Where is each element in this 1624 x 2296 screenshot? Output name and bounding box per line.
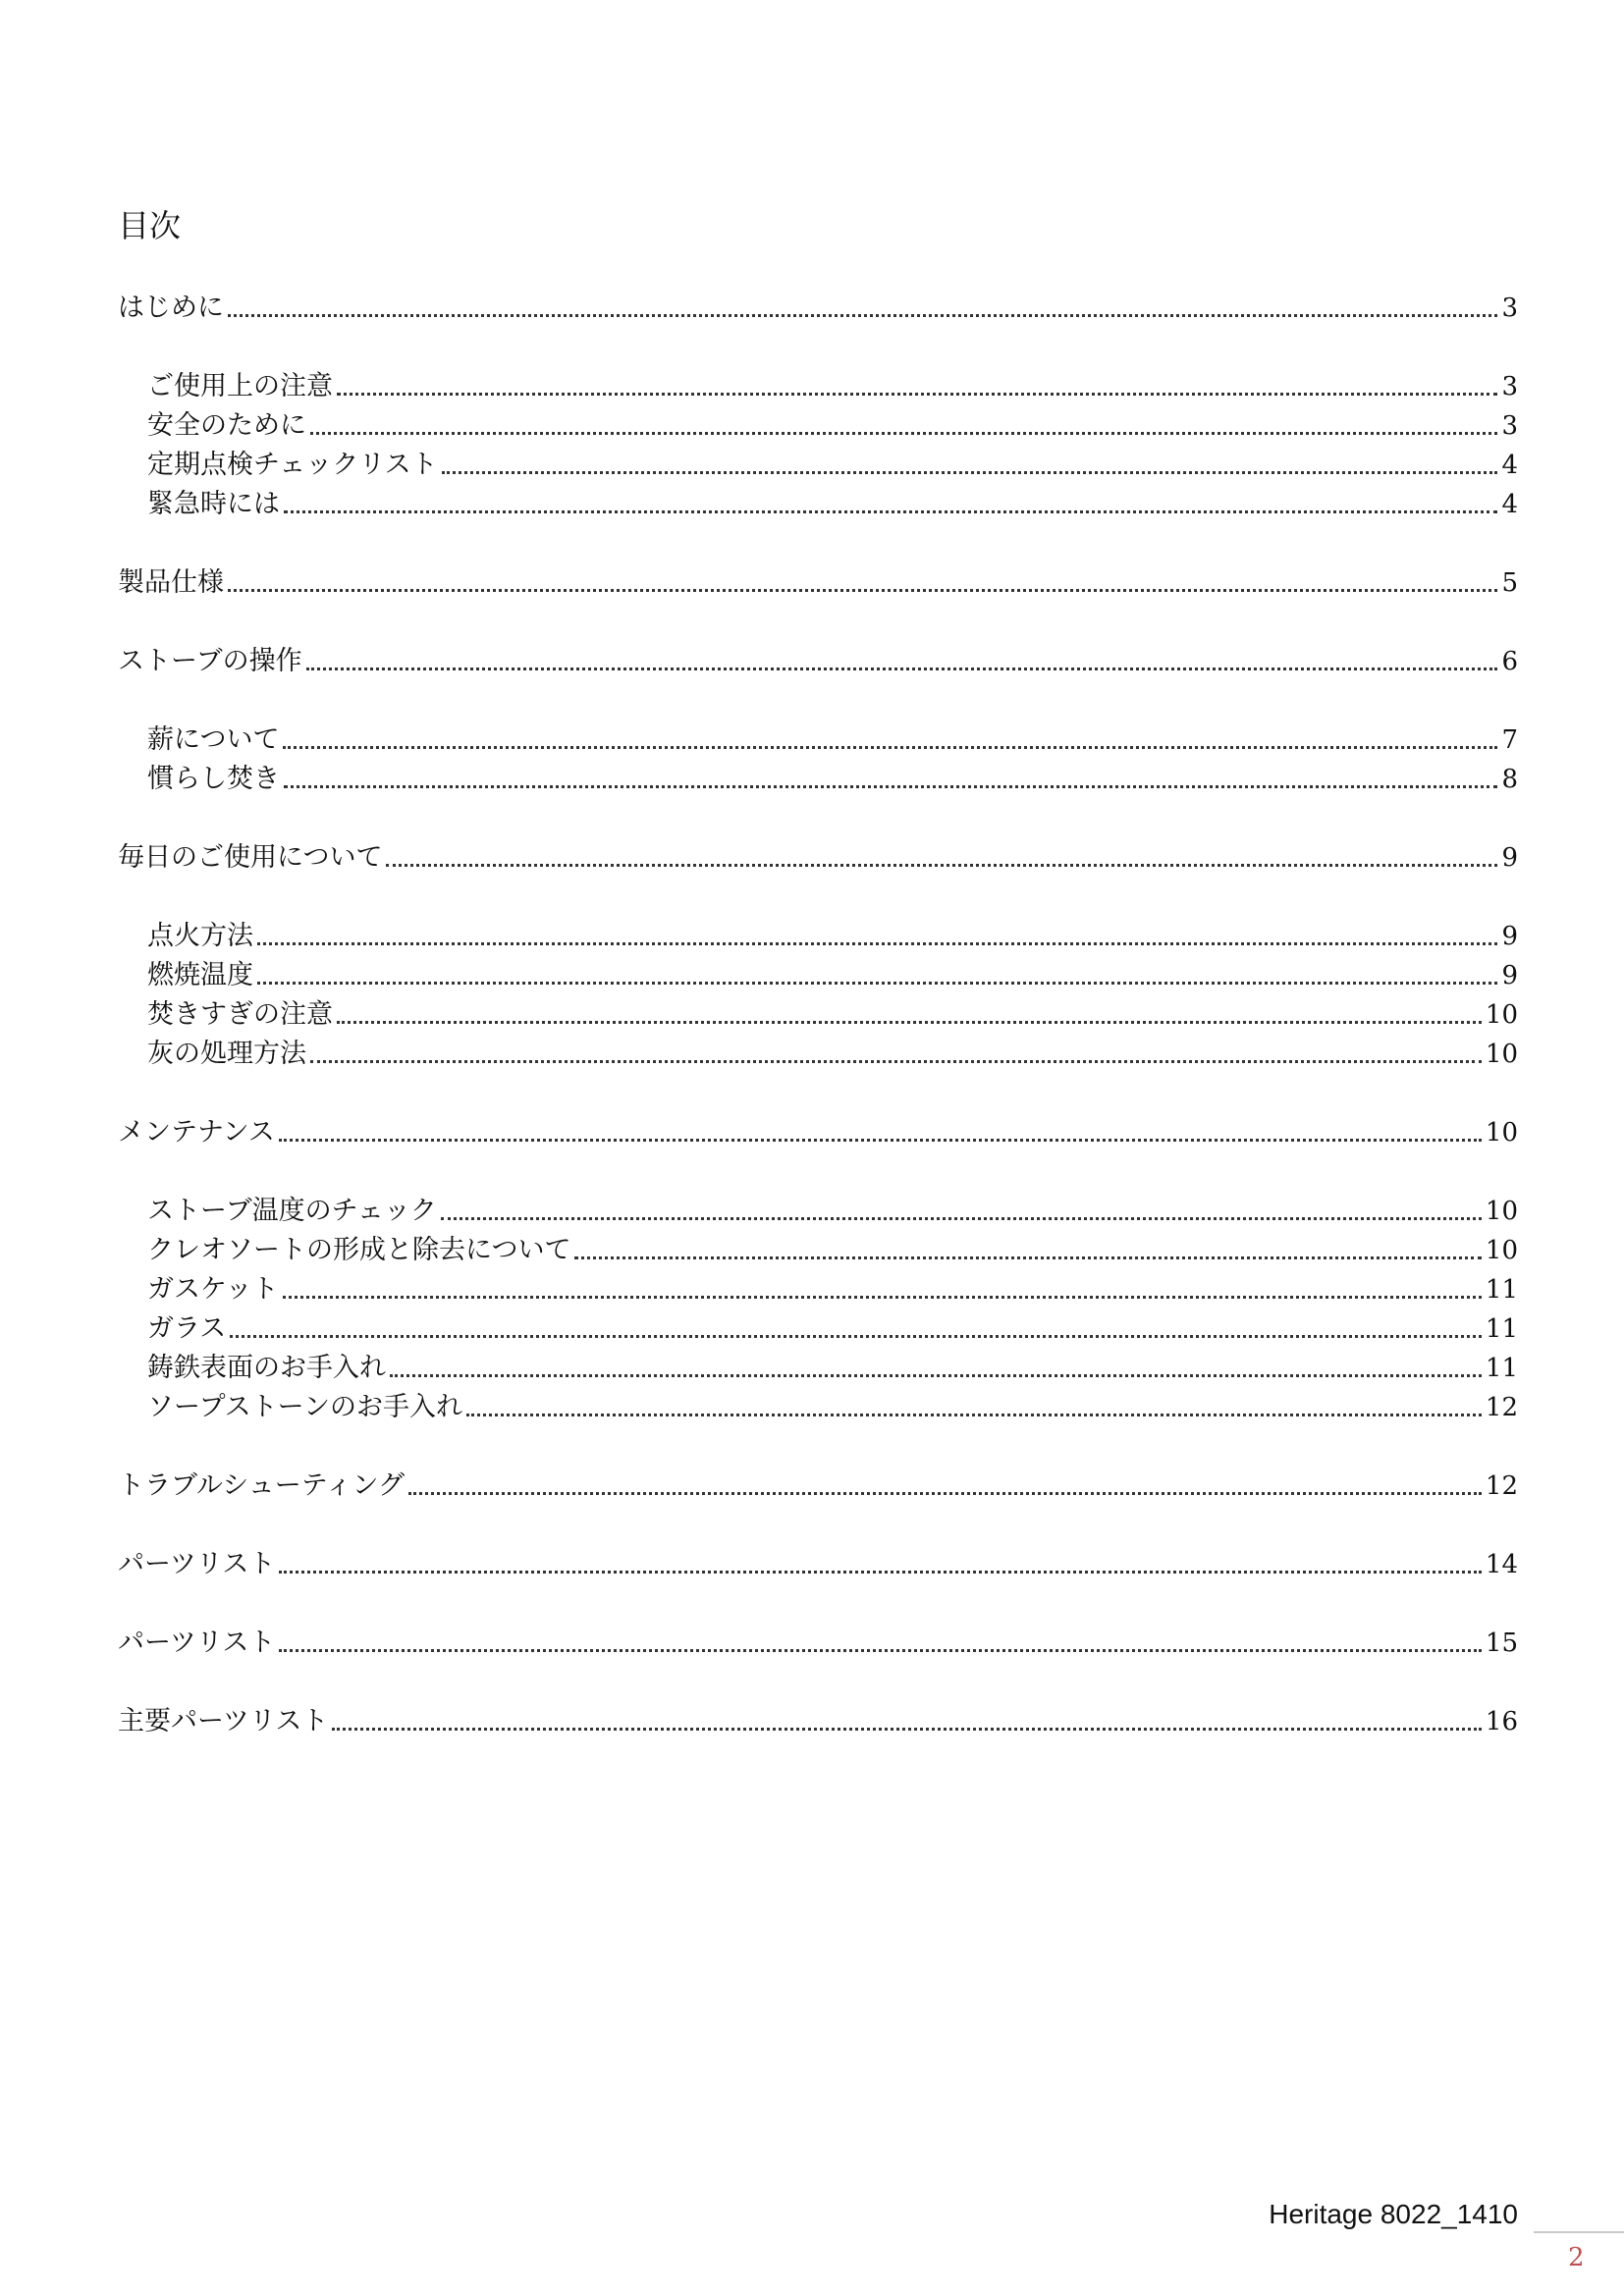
toc-entry-label: 製品仕様 [118, 567, 224, 598]
toc-entry[interactable] [147, 1386, 1518, 1425]
toc-entry-label: パーツリスト [118, 1628, 276, 1658]
toc-entry-page: 11 [1485, 1275, 1518, 1305]
footer-page-number: 2 [1568, 2243, 1585, 2272]
table-of-contents [118, 0, 1518, 2296]
toc-entry-label: トラブルシューティング [118, 1470, 406, 1501]
toc-entry-label: はじめに [118, 293, 224, 323]
toc-entry-label: 毎日のご使用について [118, 842, 383, 873]
toc-entry-label: 灰の処理方法 [147, 1039, 306, 1069]
toc-entry-page: 9 [1501, 922, 1518, 951]
toc-entry-page: 12 [1485, 1393, 1518, 1422]
dot-leader [284, 509, 1497, 513]
toc-entry-page: 11 [1485, 1314, 1518, 1344]
toc-entry-page: 7 [1501, 725, 1518, 755]
toc-entry-label: ガスケット [147, 1274, 279, 1305]
toc-entry[interactable] [118, 1543, 1518, 1582]
toc-entry[interactable] [118, 836, 1518, 876]
dot-leader [466, 1413, 1482, 1416]
toc-entry[interactable] [147, 404, 1518, 444]
toc-entry-label: 鋳鉄表面のお手入れ [147, 1353, 386, 1383]
toc-entry[interactable] [147, 365, 1518, 404]
toc-entry[interactable] [147, 1033, 1518, 1072]
toc-entry[interactable] [147, 954, 1518, 993]
toc-entry-label: 薪について [147, 724, 280, 755]
dot-leader [442, 470, 1498, 474]
toc-entry-page: 9 [1501, 961, 1518, 990]
dot-leader [310, 1059, 1482, 1063]
toc-entry-page: 10 [1485, 1118, 1518, 1148]
toc-entry-page: 11 [1485, 1354, 1518, 1383]
dot-leader [283, 1295, 1482, 1299]
footer-document-id: Heritage 8022_1410 [1269, 2199, 1518, 2229]
toc-entry[interactable] [147, 1308, 1518, 1347]
toc-entry[interactable] [147, 1229, 1518, 1268]
toc-entry[interactable] [118, 640, 1518, 679]
toc-entry-label: メンテナンス [118, 1117, 275, 1148]
toc-entry-label: 緊急時には [147, 489, 280, 519]
toc-entry-label: ストーブの操作 [118, 646, 302, 676]
dot-leader [337, 1020, 1482, 1024]
footer-divider [1534, 2231, 1624, 2233]
toc-entry-label: パーツリスト [118, 1549, 276, 1579]
dot-leader [386, 863, 1497, 867]
toc-entry[interactable] [118, 1465, 1518, 1504]
toc-entry-page: 6 [1501, 647, 1518, 676]
toc-entry-label: 点火方法 [147, 921, 253, 951]
toc-entry[interactable] [118, 1622, 1518, 1661]
toc-entry-page: 9 [1501, 843, 1518, 873]
toc-entry-page: 5 [1501, 568, 1518, 598]
dot-leader [441, 1216, 1482, 1220]
toc-entry[interactable] [118, 287, 1518, 326]
dot-leader [306, 667, 1498, 670]
dot-leader [408, 1491, 1482, 1495]
toc-entry-label: ストーブ温度のチェック [147, 1196, 437, 1226]
toc-entry-page: 10 [1485, 1236, 1518, 1265]
toc-entry-label: 定期点検チェックリスト [147, 450, 438, 480]
dot-leader [279, 1138, 1482, 1142]
toc-entry-label: クレオソートの形成と除去について [147, 1235, 571, 1265]
toc-entry-page: 12 [1485, 1471, 1518, 1501]
toc-entry[interactable] [147, 758, 1518, 797]
toc-entry-page: 14 [1485, 1550, 1518, 1579]
dot-leader [390, 1373, 1482, 1377]
toc-entry-label: 燃焼温度 [147, 960, 253, 990]
toc-entry-label: ご使用上の注意 [147, 371, 333, 401]
toc-entry[interactable] [147, 483, 1518, 522]
toc-entry-page: 8 [1501, 765, 1518, 794]
toc-entry-label: 安全のために [147, 410, 306, 441]
dot-leader [310, 431, 1497, 435]
dot-leader [283, 745, 1497, 749]
toc-entry-label: 主要パーツリスト [118, 1706, 329, 1736]
toc-entry-label: 慣らし焚き [147, 764, 280, 794]
toc-entry-page: 10 [1485, 1000, 1518, 1030]
toc-entry[interactable] [118, 1700, 1518, 1739]
toc-entry-label: 焚きすぎの注意 [147, 999, 333, 1030]
toc-entry-page: 3 [1501, 372, 1518, 401]
toc-entry-page: 3 [1501, 411, 1518, 441]
dot-leader [257, 941, 1497, 945]
dot-leader [337, 392, 1497, 396]
toc-entry[interactable] [147, 993, 1518, 1033]
toc-entry[interactable] [147, 444, 1518, 483]
dot-leader [257, 981, 1497, 985]
dot-leader [228, 588, 1497, 592]
dot-leader [279, 1570, 1482, 1574]
dot-leader [230, 1334, 1482, 1338]
dot-leader [332, 1727, 1482, 1731]
toc-entry[interactable] [147, 719, 1518, 758]
toc-entry-page: 3 [1501, 294, 1518, 323]
toc-entry[interactable] [118, 561, 1518, 601]
toc-entry-page: 15 [1485, 1629, 1518, 1658]
toc-entry-page: 4 [1501, 451, 1518, 480]
page-title: 目次 [118, 207, 182, 244]
toc-entry-page: 16 [1485, 1707, 1518, 1736]
toc-entry[interactable] [147, 915, 1518, 954]
toc-entry-label: ソープストーンのお手入れ [147, 1392, 463, 1422]
toc-entry[interactable] [118, 1111, 1518, 1150]
dot-leader [574, 1255, 1481, 1259]
dot-leader [279, 1648, 1482, 1652]
dot-leader [228, 313, 1497, 317]
dot-leader [284, 784, 1497, 788]
toc-entry-page: 10 [1485, 1197, 1518, 1226]
toc-entry[interactable] [147, 1190, 1518, 1229]
toc-entry[interactable] [147, 1268, 1518, 1308]
toc-entry-page: 4 [1501, 490, 1518, 519]
toc-entry[interactable] [147, 1347, 1518, 1386]
toc-entry-label: ガラス [147, 1313, 227, 1344]
toc-entry-page: 10 [1485, 1040, 1518, 1069]
